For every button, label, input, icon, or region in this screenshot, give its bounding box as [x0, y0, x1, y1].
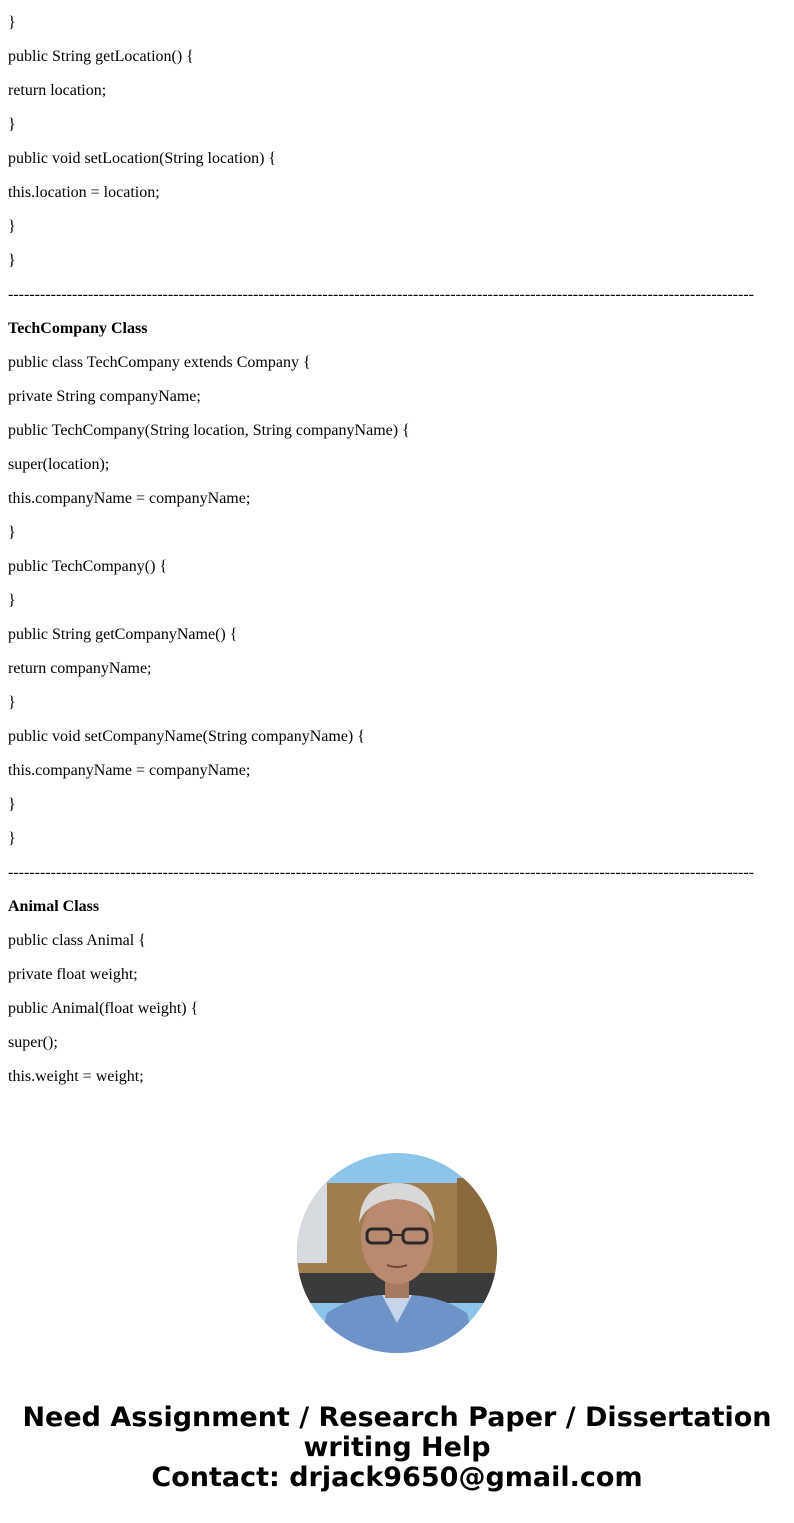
techcompany-code-line: public String getCompanyName() {: [8, 626, 238, 643]
techcompany-code-line: this.companyName = companyName;: [8, 762, 251, 779]
animal-code-line: public Animal(float weight) {: [8, 1000, 199, 1017]
techcompany-code-line: this.companyName = companyName;: [8, 490, 251, 507]
animal-code-line: this.weight = weight;: [8, 1068, 144, 1085]
techcompany-code-line: }: [8, 694, 16, 711]
techcompany-code-line: return companyName;: [8, 660, 152, 677]
company-code-line: }: [8, 116, 16, 133]
company-code-line: }: [8, 218, 16, 235]
separator-line: --------------------------------------------------------------------------------------------------------------------------------------------: [8, 286, 754, 303]
section-heading-animal: Animal Class: [8, 898, 100, 915]
techcompany-code-line: public class TechCompany extends Company {: [8, 354, 311, 371]
techcompany-code-line: public void setCompanyName(String companyName) {: [8, 728, 365, 745]
company-code-line: }: [8, 252, 16, 269]
section-heading-techcompany: TechCompany Class: [8, 320, 148, 337]
company-code-line: public String getLocation() {: [8, 48, 194, 65]
company-code-line: return location;: [8, 82, 107, 99]
techcompany-code-line: }: [8, 592, 16, 609]
techcompany-code-line: private String companyName;: [8, 388, 201, 405]
company-code-line: }: [8, 14, 16, 31]
animal-code-line: super();: [8, 1034, 58, 1051]
company-code-line: public void setLocation(String location) {: [8, 150, 277, 167]
techcompany-code-line: }: [8, 830, 16, 847]
footer-contact-email: Contact: drjack9650@gmail.com: [151, 1462, 643, 1493]
techcompany-code-line: }: [8, 524, 16, 541]
techcompany-code-line: }: [8, 796, 16, 813]
company-code-line: this.location = location;: [8, 184, 160, 201]
techcompany-code-line: public TechCompany(String location, String companyName) {: [8, 422, 410, 439]
techcompany-code-line: public TechCompany() {: [8, 558, 168, 575]
footer-line-2: writing Help: [303, 1432, 491, 1463]
animal-code-line: public class Animal {: [8, 932, 146, 949]
footer-line-1: Need Assignment / Research Paper / Dissertation: [22, 1402, 772, 1433]
separator-line: --------------------------------------------------------------------------------------------------------------------------------------------: [8, 864, 754, 881]
author-avatar: [297, 1153, 497, 1353]
animal-code-line: private float weight;: [8, 966, 138, 983]
code-document: [8, 0, 786, 1122]
techcompany-code-line: super(location);: [8, 456, 110, 473]
footer-contact: [0, 1403, 794, 1493]
